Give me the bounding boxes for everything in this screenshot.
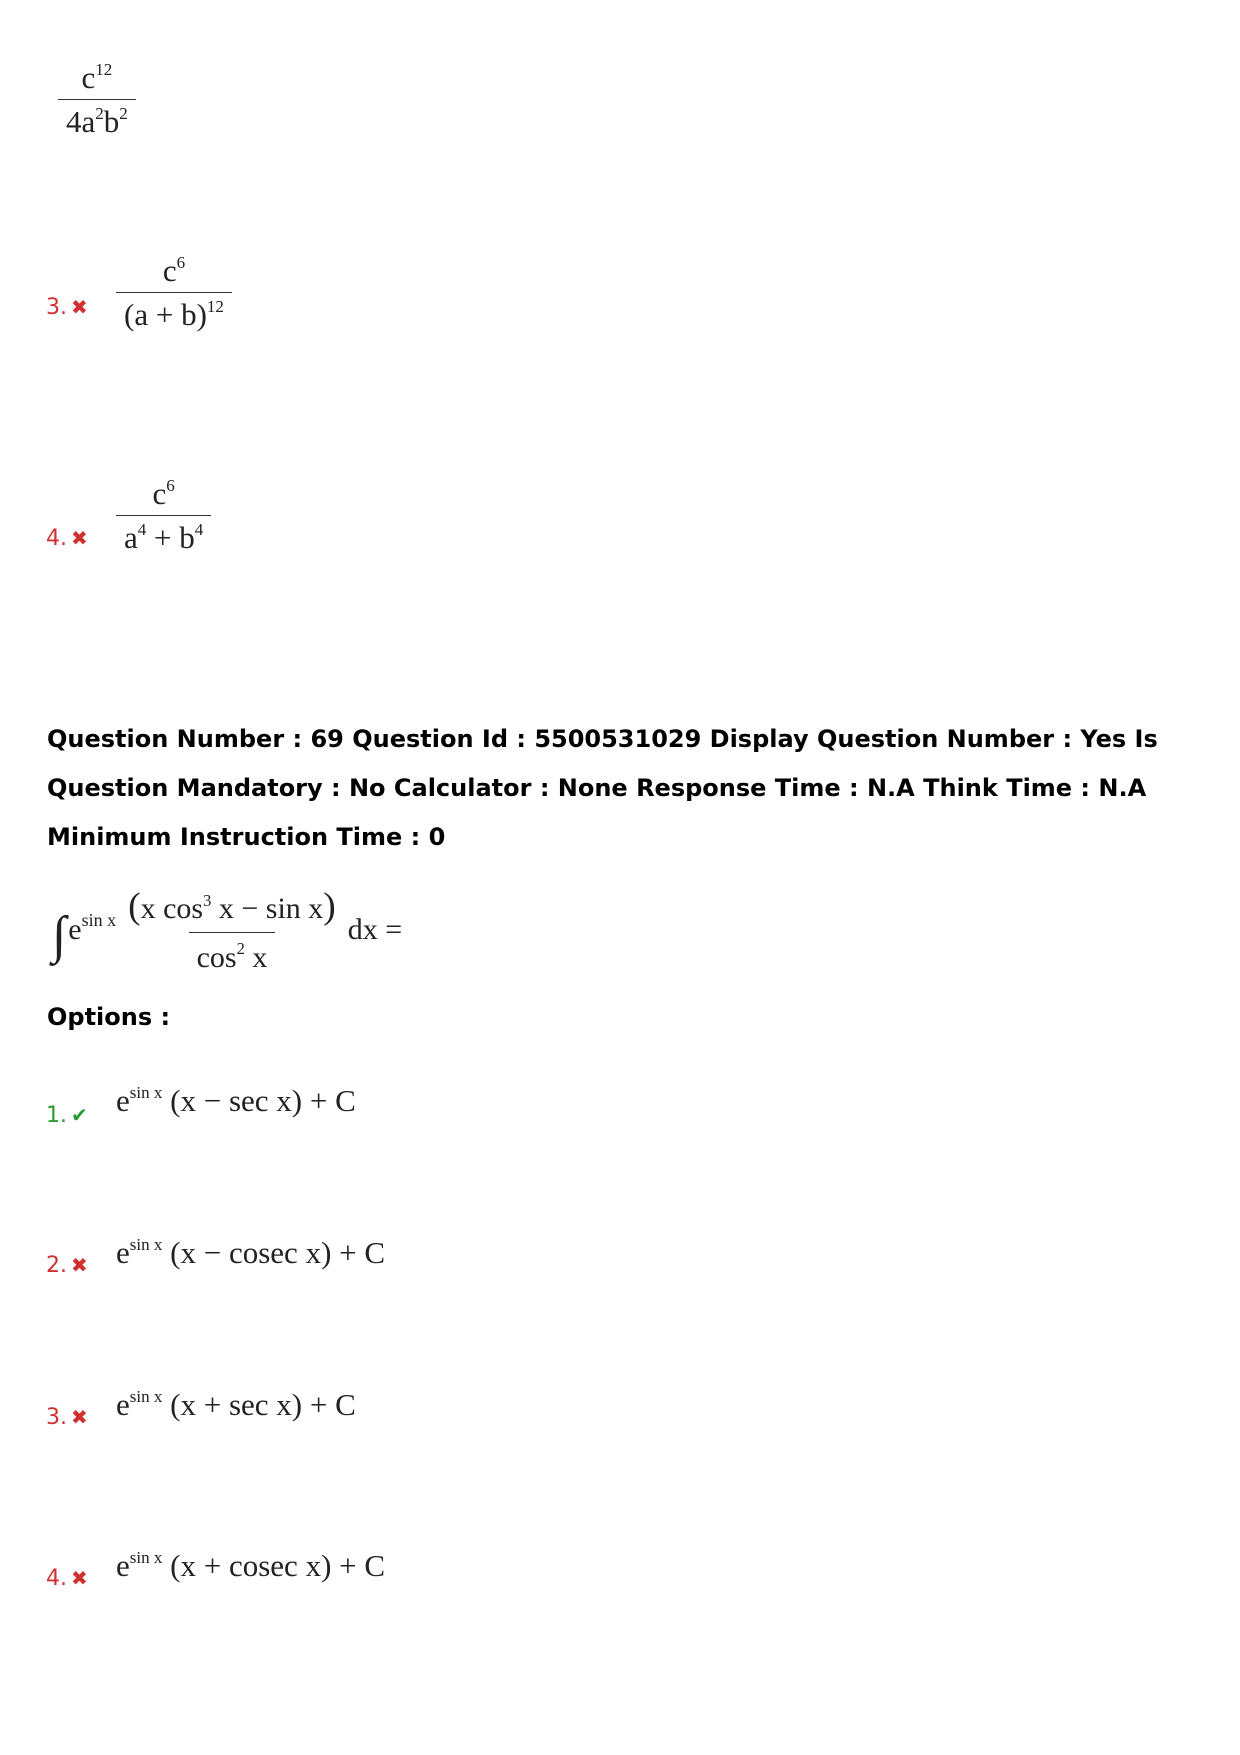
option-2[interactable] — [46, 1237, 385, 1280]
option-number: 4. ✖ — [46, 1566, 88, 1591]
option-number: 4. ✖ — [46, 526, 88, 551]
prev-option-4[interactable] — [46, 478, 211, 553]
option-expression: $\frac{c^6}{a^4 + b^4}$ — [116, 478, 211, 553]
stem-fraction: $\frac{(x \cos^3 x - \sin x)}{\cos^2 x}$ — [128, 886, 336, 974]
option-number: 2. ✖ — [46, 1253, 88, 1278]
wrong-icon: ✖ — [71, 295, 88, 319]
wrong-icon: ✖ — [71, 1566, 88, 1590]
option-expression: $e^{sin x}$ (x + cosec x) + C — [116, 1548, 386, 1583]
option-expression: $\frac{c^6}{(a + b)^{12}}$ — [116, 255, 232, 330]
prev-option-3[interactable] — [46, 255, 232, 330]
wrong-icon: ✖ — [71, 1405, 88, 1429]
prev-option-2-expression — [58, 62, 136, 137]
option-4[interactable] — [46, 1550, 385, 1593]
option-3[interactable] — [46, 1389, 356, 1432]
wrong-icon: ✖ — [71, 1253, 88, 1277]
option-1[interactable] — [46, 1085, 356, 1130]
option-expression: $e^{sin x}$ (x − cosec x) + C — [116, 1235, 386, 1270]
wrong-icon: ✖ — [71, 526, 88, 550]
options-title: Options : — [47, 1003, 171, 1031]
fraction: $\frac{c^{12}}{4a^2b^2}$ — [58, 62, 136, 137]
stem-tail: dx = — [347, 913, 403, 947]
question-stem — [52, 888, 402, 973]
exp-base: $e^{sin x}$ — [68, 909, 117, 947]
check-icon: ✔ — [71, 1103, 88, 1127]
question-meta: Question Number : 69 Question Id : 5500531029 Display Question Number : Yes Is Question Mandatory : No Calculator : None Response Time : N.A Think Time : N.A Minimum Instruction Time : 0 — [47, 725, 1158, 851]
option-number: 3. ✖ — [46, 295, 88, 320]
option-number: 3. ✖ — [46, 1405, 88, 1430]
option-expression: $e^{sin x}$ (x + sec x) + C — [116, 1387, 356, 1422]
option-expression: $e^{sin x}$ (x − sec x) + C — [116, 1083, 356, 1118]
integral-sign: ∫ — [52, 907, 67, 965]
option-number: 1. ✔ — [46, 1103, 88, 1128]
